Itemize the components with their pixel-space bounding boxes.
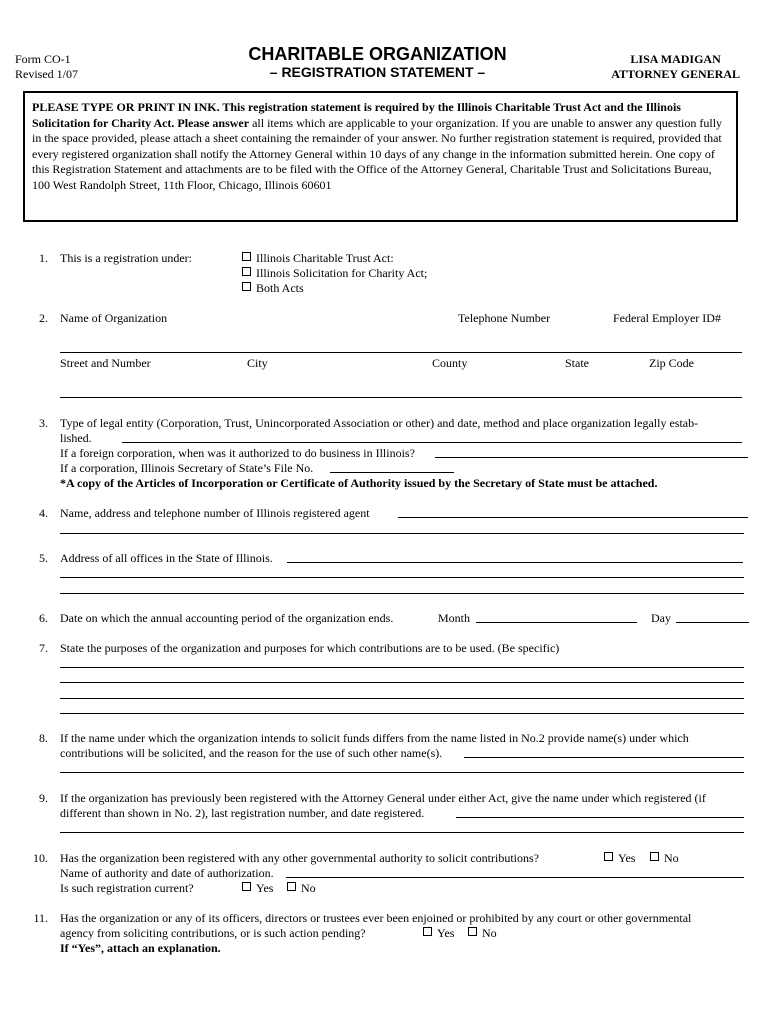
q6-number: 6. (39, 611, 48, 625)
q3-foreign-line[interactable] (435, 457, 748, 458)
q5-line-3[interactable] (60, 593, 744, 594)
q8-answer-line-2[interactable] (60, 772, 744, 773)
q10-current-no-option[interactable] (287, 881, 316, 895)
q6-day-label: Day (651, 611, 671, 625)
q3-note: *A copy of the Articles of Incorporation or Certificate of Authority issued by the Secretary of State must be attached. (60, 476, 658, 490)
q3-line2: lished. (60, 431, 92, 445)
q8-line1: If the name under which the organization intends to solicit funds differs from the name listed in No.2 provide name(s) under which (60, 731, 689, 745)
q10-no-option[interactable] (650, 851, 679, 865)
q11-line3: If “Yes”, attach an explanation. (60, 941, 221, 955)
checkbox[interactable] (423, 927, 432, 936)
q1-option-solicitation-act[interactable] (242, 266, 427, 280)
q11-number: 11. (33, 911, 48, 925)
q10-number: 10. (33, 851, 48, 865)
q2-bottom-line[interactable] (60, 397, 742, 398)
q1-option-both-acts[interactable] (242, 281, 304, 295)
q11-line2: agency from soliciting contributions, or is such action pending? (60, 926, 366, 940)
no-label: No (482, 926, 497, 940)
q2-city-label: City (247, 356, 268, 370)
no-label: No (301, 881, 316, 895)
revised-date: Revised 1/07 (15, 67, 78, 81)
q11-line1: Has the organization or any of its officers, directors or trustees ever been enjoined or prohibited by any court or other governmental (60, 911, 692, 925)
official-name: LISA MADIGAN (630, 52, 721, 66)
q7-number: 7. (39, 641, 48, 655)
q3-line1: Type of legal entity (Corporation, Trust, Unincorporated Association or other) and date, method and place organization legally estab- (60, 416, 699, 430)
instructions-bold: PLEASE TYPE OR PRINT IN INK. This registration statement is required by the Illinois Charitable Trust Act and the Illinois Solicitation for Charity Act. Please answer (32, 100, 681, 130)
yes-label: Yes (437, 926, 455, 940)
q3-file-no-line[interactable] (330, 472, 454, 473)
q9-number: 9. (39, 791, 48, 805)
q11-yes-option[interactable] (423, 926, 454, 940)
q2-county-label: County (432, 356, 468, 370)
q5-number: 5. (39, 551, 48, 565)
q10-line3: Is such registration current? (60, 881, 194, 895)
q3-number: 3. (39, 416, 48, 430)
q3-file-no-label: If a corporation, Illinois Secretary of State’s File No. (60, 461, 314, 475)
official-title: ATTORNEY GENERAL (611, 67, 740, 81)
title-line-2: – REGISTRATION STATEMENT – (269, 64, 486, 80)
q4-line-1[interactable] (398, 517, 748, 518)
q10-line1: Has the organization been registered with any other governmental authority to solicit contributions? (60, 851, 539, 865)
form-number-block (15, 52, 78, 82)
q7-line-2[interactable] (60, 682, 744, 683)
q1-option-label: Illinois Charitable Trust Act: (256, 251, 394, 265)
q2-phone-label: Telephone Number (458, 311, 551, 325)
form-number: Form CO-1 (15, 52, 71, 66)
q1-option-trust-act[interactable] (242, 251, 394, 265)
q2-state-label: State (565, 356, 589, 370)
q6-month-label: Month (438, 611, 471, 625)
q11-no-option[interactable] (468, 926, 497, 940)
q2-name-label: Name of Organization (60, 311, 168, 325)
yes-label: Yes (618, 851, 636, 865)
q5-line-2[interactable] (60, 577, 744, 578)
form-title (205, 44, 550, 80)
no-label: No (664, 851, 679, 865)
q1-number: 1. (39, 251, 48, 265)
q9-answer-line-1[interactable] (456, 817, 744, 818)
q8-answer-line-1[interactable] (464, 757, 744, 758)
yes-label: Yes (256, 881, 274, 895)
q10-authority-line[interactable] (286, 877, 744, 878)
checkbox[interactable] (650, 852, 659, 861)
q10-current-yes-option[interactable] (242, 881, 273, 895)
official-block (611, 52, 740, 82)
q6-day-line[interactable] (676, 622, 749, 623)
checkbox[interactable] (468, 927, 477, 936)
checkbox[interactable] (604, 852, 613, 861)
q3-entity-line[interactable] (122, 442, 742, 443)
checkbox[interactable] (242, 282, 251, 291)
q6-label: Date on which the annual accounting period of the organization ends. (60, 611, 394, 625)
q5-line-1[interactable] (287, 562, 743, 563)
instructions-box (23, 91, 738, 222)
q4-number: 4. (39, 506, 48, 520)
q7-line-4[interactable] (60, 713, 744, 714)
q2-number: 2. (39, 311, 48, 325)
q8-line2: contributions will be solicited, and the reason for the use of such other name(s). (60, 746, 443, 760)
q2-address-line[interactable] (60, 352, 742, 353)
instructions-text (32, 100, 732, 194)
q1-option-label: Illinois Solicitation for Charity Act; (256, 266, 428, 280)
q10-yes-option[interactable] (604, 851, 635, 865)
checkbox[interactable] (287, 882, 296, 891)
checkbox[interactable] (242, 882, 251, 891)
title-line-1: CHARITABLE ORGANIZATION (248, 44, 507, 64)
checkbox[interactable] (242, 267, 251, 276)
q7-label: State the purposes of the organization and purposes for which contributions are to be used. (Be specific) (60, 641, 560, 655)
q8-number: 8. (39, 731, 48, 745)
q9-answer-line-2[interactable] (60, 832, 744, 833)
q9-line2: different than shown in No. 2), last registration number, and date registered. (60, 806, 425, 820)
q9-line1: If the organization has previously been registered with the Attorney General under either Act, give the name under which registered (if (60, 791, 706, 805)
q2-street-label: Street and Number (60, 356, 151, 370)
instructions-rest: all items which are applicable to your organization. If you are unable to answer any question fully in the space provided, please attach a sheet containing the remainder of your answer. No further registration statement is required, provided that every registered organization shall notify the Attorney General within 10 days of any change in the information submitted herein. One copy of this Registration Statement and attachments are to be filed with the Office of the Attorney General, Charitable Trust and Solicitations Bureau, 100 West Randolph Street, 11th Floor, Chicago, Illinois 60601 (32, 115, 723, 192)
q1-label: This is a registration under: (60, 251, 192, 265)
q2-fein-label: Federal Employer ID# (613, 311, 721, 325)
checkbox[interactable] (242, 252, 251, 261)
q10-line2: Name of authority and date of authorization. (60, 866, 274, 880)
q4-line-2[interactable] (60, 533, 744, 534)
q7-line-3[interactable] (60, 698, 744, 699)
q7-line-1[interactable] (60, 667, 744, 668)
q3-foreign-label: If a foreign corporation, when was it authorized to do business in Illinois? (60, 446, 415, 460)
q6-month-line[interactable] (476, 622, 637, 623)
q4-label: Name, address and telephone number of Illinois registered agent (60, 506, 370, 520)
q1-option-label: Both Acts (256, 281, 304, 295)
q2-zip-label: Zip Code (649, 356, 694, 370)
q5-label: Address of all offices in the State of Illinois. (60, 551, 273, 565)
